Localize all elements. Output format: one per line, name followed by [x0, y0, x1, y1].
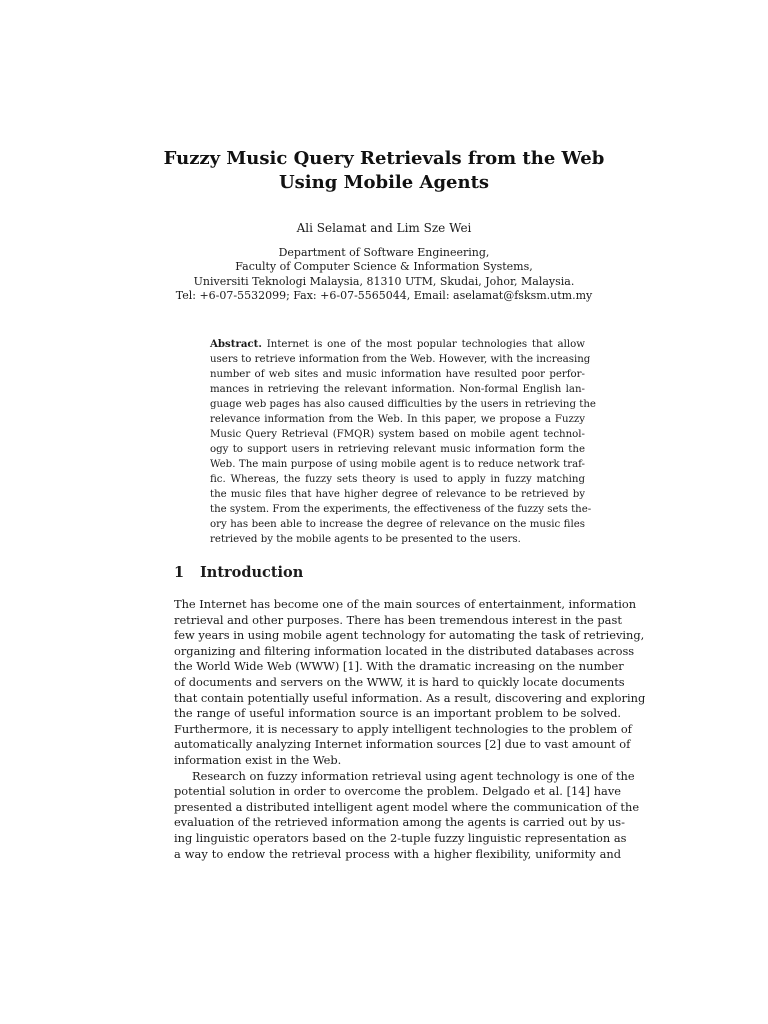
body-line: organizing and filtering information located in the distributed databases across — [174, 643, 635, 658]
abstract-line: relevance information from the Web. In this paper, we propose a Fuzzy — [210, 414, 585, 425]
section-title: Introduction — [200, 564, 304, 581]
body-line: few years in using mobile agent technology for automating the task of retrieving, — [174, 628, 645, 643]
body-text — [174, 597, 646, 862]
section-number: 1 — [174, 564, 185, 581]
body-line: evaluation of the retrieved information among the agents is carried out by us- — [174, 815, 625, 830]
abstract-line: number of web sites and music information have resulted poor perfor- — [210, 369, 585, 380]
body-line: a way to endow the retrieval process with a higher flexibility, uniformity and — [174, 846, 621, 861]
abstract-line: mances in retrieving the relevant information. Non-formal English lan- — [210, 384, 585, 395]
title-line: Using Mobile Agents — [278, 172, 490, 193]
abstract-line: fic. Whereas, the fuzzy sets theory is used to apply in fuzzy matching — [210, 474, 585, 485]
paper-title — [0, 147, 768, 195]
abstract-line: ogy to support users in retrieving relevant music information form the — [210, 444, 585, 455]
body-line: information exist in the Web. — [174, 752, 342, 767]
author-list: Ali Selamat and Lim Sze Wei — [296, 221, 472, 235]
abstract-line: ory has been able to increase the degree of relevance on the music files — [210, 519, 585, 530]
body-line: of documents and servers on the WWW, it is hard to quickly locate documents — [174, 674, 625, 689]
affiliation-line: Tel: +6-07-5532099; Fax: +6-07-5565044, Email: aselamat@fsksm.utm.my — [175, 288, 593, 302]
affiliation-line: Faculty of Computer Science & Information Systems, — [235, 260, 533, 274]
section-heading — [174, 563, 624, 583]
abstract — [210, 337, 596, 547]
abstract-line: Abstract. Internet is one of the most popular technologies that allow — [210, 338, 585, 350]
body-line: presented a distributed intelligent agent model where the communication of the — [174, 799, 640, 814]
body-line: the World Wide Web (WWW) [1]. With the dramatic increasing on the number — [174, 659, 624, 674]
affiliation-line: Universiti Teknologi Malaysia, 81310 UTM, Skudai, Johor, Malaysia. — [193, 274, 575, 288]
body-line: ing linguistic operators based on the 2-tuple fuzzy linguistic representation as — [174, 830, 627, 845]
abstract-line: the system. From the experiments, the effectiveness of the fuzzy sets the- — [210, 504, 592, 515]
affiliation-line: Department of Software Engineering, — [278, 246, 490, 259]
body-line: that contain potentially useful information. As a result, discovering and exploring — [174, 690, 646, 705]
body-line: the range of useful information source is an important problem to be solved. — [174, 706, 621, 721]
body-line: Furthermore, it is necessary to apply intelligent technologies to the problem of — [174, 721, 632, 736]
abstract-line: users to retrieve information from the Web. However, with the increasing — [210, 354, 591, 365]
abstract-label: Abstract. — [210, 338, 262, 350]
abstract-line: retrieved by the mobile agents to be presented to the users. — [210, 534, 521, 545]
body-line: automatically analyzing Internet information sources [2] due to vast amount of — [174, 737, 631, 752]
abstract-line: Music Query Retrieval (FMQR) system based on mobile agent technol- — [210, 429, 585, 440]
body-line: Research on fuzzy information retrieval using agent technology is one of the — [192, 768, 635, 783]
body-line: The Internet has become one of the main sources of entertainment, information — [174, 597, 637, 611]
abstract-line: Web. The main purpose of using mobile agent is to reduce network traf- — [210, 459, 585, 470]
body-line: potential solution in order to overcome the problem. Delgado et al. [14] have — [174, 784, 621, 799]
abstract-line: the music files that have higher degree of relevance to be retrieved by — [210, 489, 585, 500]
body-line: retrieval and other purposes. There has been tremendous interest in the past — [174, 612, 622, 627]
title-line: Fuzzy Music Query Retrievals from the Web — [163, 148, 605, 169]
abstract-line: guage web pages has also caused difficulties by the users in retrieving the — [210, 399, 596, 410]
affiliation-block — [0, 246, 768, 303]
